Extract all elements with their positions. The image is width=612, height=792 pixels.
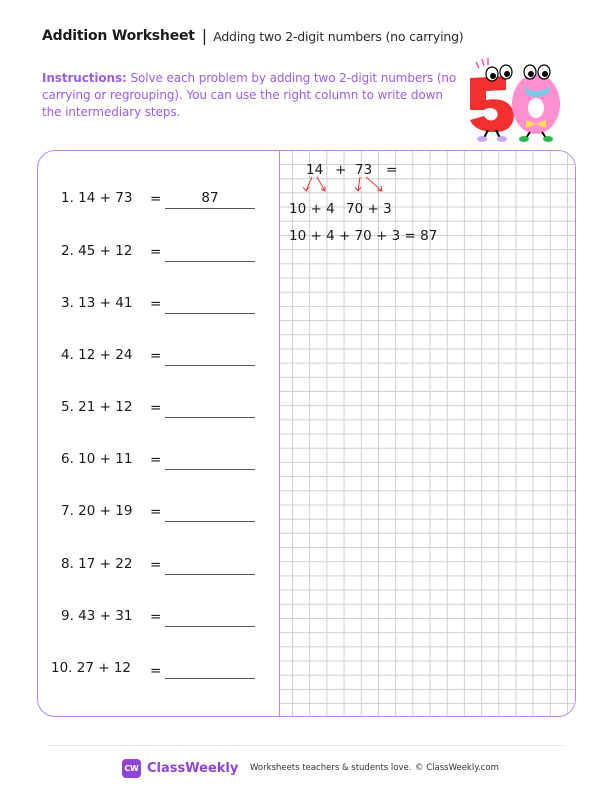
example-sum-line: 10 + 4 + 70 + 3 = 87	[289, 228, 438, 244]
example-split-b: 70 + 3	[346, 201, 392, 217]
equals-sign: =	[150, 296, 162, 312]
answer-field[interactable]	[165, 503, 255, 522]
problem-expression: 3. 13 + 41	[61, 295, 133, 311]
problem-6	[38, 451, 278, 471]
problem-3	[38, 295, 278, 315]
problem-9	[38, 608, 278, 628]
answer-field[interactable]	[165, 556, 255, 575]
footer-copyright[interactable]: © ClassWeekly.com	[415, 763, 499, 773]
problem-1	[38, 190, 278, 210]
instructions	[42, 70, 462, 121]
answer-field[interactable]	[165, 295, 255, 314]
instructions-text: Solve each problem by adding two 2-digit numbers (no carrying or regrouping). You can use the right column to write down the intermediary steps.	[42, 71, 457, 119]
problem-expression: 10. 27 + 12	[51, 660, 132, 676]
answer-field[interactable]: 87	[165, 190, 255, 209]
problem-expression: 2. 45 + 12	[61, 243, 133, 259]
problem-10	[38, 660, 278, 680]
problem-5	[38, 399, 278, 419]
example-plus: +	[335, 162, 347, 178]
answer-field[interactable]	[165, 399, 255, 418]
number-50-characters-icon	[466, 56, 568, 142]
title-separator: |	[201, 26, 208, 45]
problem-7	[38, 503, 278, 523]
problem-2	[38, 243, 278, 263]
problem-expression: 8. 17 + 22	[61, 556, 133, 572]
worksheet-header	[42, 28, 463, 44]
brand-name: ClassWeekly	[147, 761, 239, 776]
problem-expression: 1. 14 + 73	[61, 190, 133, 206]
equals-sign: =	[150, 504, 162, 520]
problem-expression: 9. 43 + 31	[61, 608, 133, 624]
footer-divider	[48, 745, 564, 746]
worksheet-subtitle: Adding two 2-digit numbers (no carrying)	[213, 28, 464, 44]
problem-expression: 4. 12 + 24	[61, 347, 133, 363]
example-split-a: 10 + 4	[289, 201, 335, 217]
answer-field[interactable]	[165, 660, 255, 679]
worksheet-panel	[37, 150, 576, 717]
problem-8	[38, 556, 278, 576]
example-addend-a: 14	[306, 162, 324, 178]
answer-field[interactable]	[165, 451, 255, 470]
equals-sign: =	[150, 609, 162, 625]
answer-field[interactable]	[165, 608, 255, 627]
decomposition-arrows-icon	[300, 175, 400, 201]
instructions-label: Instructions:	[42, 71, 127, 85]
example-equals: =	[386, 162, 398, 178]
equals-sign: =	[150, 400, 162, 416]
example-addend-b: 73	[355, 162, 373, 178]
problem-expression: 6. 10 + 11	[61, 451, 133, 467]
problem-4	[38, 347, 278, 367]
problem-expression: 5. 21 + 12	[61, 399, 133, 415]
answer-field[interactable]	[165, 347, 255, 366]
equals-sign: =	[150, 663, 162, 679]
equals-sign: =	[150, 191, 162, 207]
problem-expression: 7. 20 + 19	[61, 503, 133, 519]
equals-sign: =	[150, 557, 162, 573]
equals-sign: =	[150, 452, 162, 468]
equals-sign: =	[150, 348, 162, 364]
footer-tagline: Worksheets teachers & students love.	[250, 763, 412, 773]
worksheet-title: Addition Worksheet	[42, 28, 195, 44]
answer-field[interactable]	[165, 243, 255, 262]
brand-logo[interactable]	[122, 759, 238, 778]
classweekly-logo-icon: CW	[122, 759, 141, 778]
equals-sign: =	[150, 244, 162, 260]
